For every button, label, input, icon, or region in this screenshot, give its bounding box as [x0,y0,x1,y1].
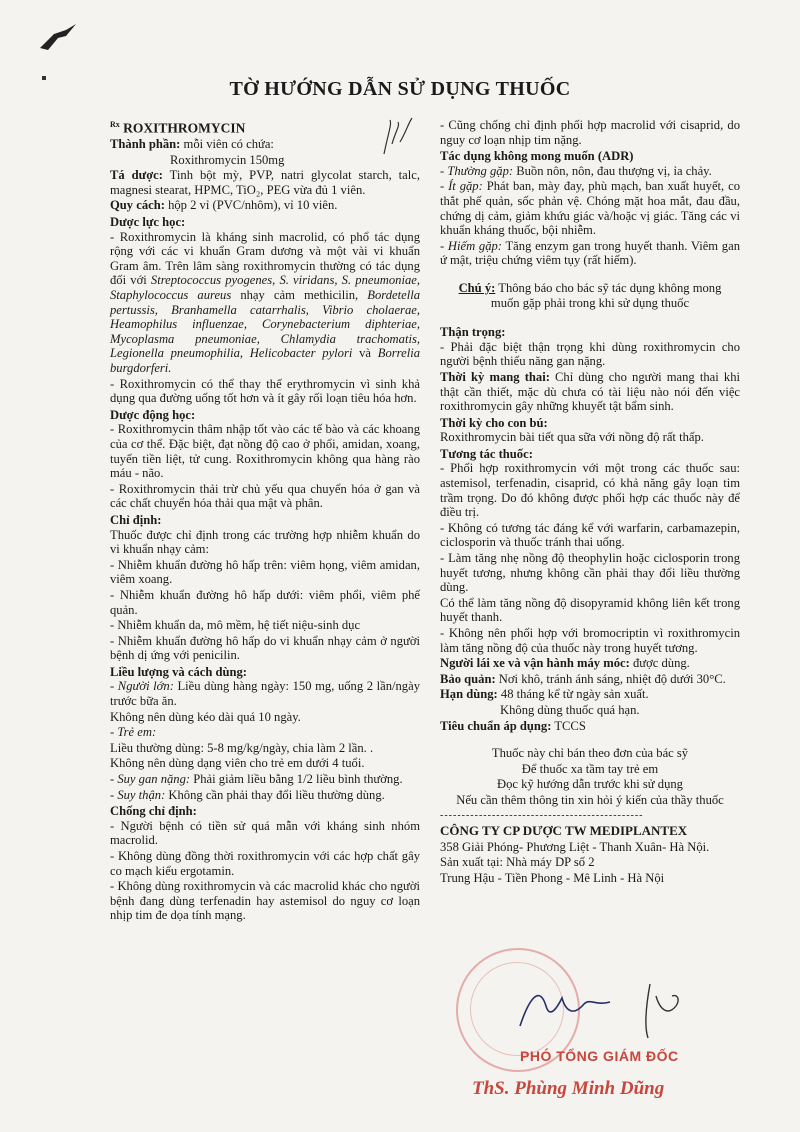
storage-text: Nơi khô, tránh ánh sáng, nhiệt độ dưới 30°C. [495,671,726,686]
warning-4: Nếu cần thêm thông tin xin hỏi ý kiến của thầy thuốc [456,792,724,807]
initials-mark-icon [378,114,418,160]
shelf-life-heading: Hạn dùng: [440,687,498,702]
dosage-child-label: - Trẻ em: [110,725,157,740]
dosage-adult-text: Liều dùng hàng ngày: 150 mg, uống 2 lần/ngày trước bữa ăn. [110,679,420,709]
dosage-2: Không nên dùng kéo dài quá 10 ngày. [110,709,301,724]
drug-name [110,118,420,136]
dosage-liver-text: Phải giảm liều bằng 1/2 liều bình thường. [190,772,403,787]
standard-text: TCCS [551,718,586,733]
storage [440,672,740,687]
indications-heading: Chỉ định: [110,512,162,527]
pharmacokinetics-2: - Roxithromycin thải trừ chủ yếu qua chuyển hóa ở gan và các chất chuyển hóa thải qua mật và phân. [110,481,420,511]
dosage-4: Liều thường dùng: 5-8 mg/kg/ngày, chia làm 2 lần. . [110,740,374,755]
company-address-1: 358 Giải Phóng- Phương Liệt - Thanh Xuân- Hà Nội. [440,839,710,854]
contraindications-heading: Chống chỉ định: [110,804,197,819]
page-title: TỜ HƯỚNG DẪN SỬ DỤNG THUỐC [229,78,571,100]
interactions-4: Có thể làm tăng nồng độ disopyramid không liên kết trong huyết thanh. [440,595,740,625]
adr-uncommon-text: Phát ban, mày đay, phù mạch, ban xuất huyết, co thắt phế quản, sốc phản vệ. Chóng mặt hoa mắt, đau đầu, chứng dị cảm, giảm khứu giác và/hoặc vị giác. Tăng các vi khuẩn kháng thuốc, bội nhiễm. [440,179,740,238]
excipients-text: Tinh bột mỳ, PVP, natri glycolat starch, talc, magnesi stearat, HPMC, TiO₂, PEG vừa đủ 1 viên. [110,168,420,197]
note-text: Thông báo cho bác sỹ tác dụng không mong muốn gặp phải trong khi sử dụng thuốc [490,280,722,310]
lactation-heading: Thời kỳ cho con bú: [440,415,548,430]
company-address-3: Trung Hậu - Tiền Phong - Mê Linh - Hà Nội [440,870,665,885]
warning-1: Thuốc này chỉ bán theo đơn của bác sỹ [491,746,689,761]
contraindications-2: - Không dùng đồng thời roxithromycin với các hợp chất gây co mạch kiểu ergotamin. [110,849,420,878]
pd-text-f: Borrelia burgdorferi. [110,346,420,375]
adr-rare-text: Tăng enzym gan trong huyết thanh. Viêm gan ứ mật, triệu chứng viêm tụy (rất hiếm). [440,238,740,268]
left-column [110,118,420,924]
composition-line-2: Roxithromycin 150mg [170,152,285,167]
pregnancy-heading: Thời kỳ mang thai: [440,369,550,384]
packaging-text: hộp 2 vỉ (PVC/nhôm), vỉ 10 viên. [164,198,338,213]
storage-heading: Bảo quản: [440,671,496,686]
dosage-5: Không nên dùng dạng viên cho trẻ em dưới 4 tuổi. [110,756,365,771]
pregnancy-text: Chỉ dùng cho người mang thai khi thật cần thiết, mặc dù chưa có tài liệu nào nói đến việc roxithromycin gây những khuyết tật bẩm sinh. [440,369,740,414]
excipients [110,168,420,197]
contraindications-3: - Không dùng roxithromycin và các macrolid khác cho người bệnh đang dùng terfenadin hay astemisol do nguy cơ loạn nhịp tim đe dọa tính mạng. [110,879,420,923]
interactions-1: - Phối hợp roxithromycin với một trong các thuốc sau: astemisol, terfenadin, cisaprid, có khả năng gây loạn tim trầm trọng. Do đó không được phối hợp các thuốc này để điều trị. [440,461,740,520]
standard [440,719,740,734]
pd-text-e: và [352,346,378,361]
indications-2: - Nhiễm khuẩn đường hô hấp dưới: viêm phổi, viêm phế quản. [110,587,420,617]
dosage-kidney-label: - Suy thận: [110,787,166,802]
packaging [110,198,420,213]
adr-uncommon-label: - Ít gặp: [440,179,483,194]
contraindications-4: - Cũng chống chỉ định phối hợp macrolid với cisaprid, do nguy cơ loạn nhịp tim nặng. [440,118,740,147]
adr-heading: Tác dụng không mong muốn (ADR) [440,149,634,164]
drug-title: ROXITHROMYCIN [123,120,246,136]
composition [110,137,420,152]
scan-mark-icon [36,20,80,56]
adr-uncommon [440,179,740,237]
dosage-heading: Liều lượng và cách dùng: [110,664,247,679]
driving-text: được dùng. [629,656,690,671]
company-name: CÔNG TY CP DƯỢC TW MEDIPLANTEX [440,823,688,839]
pd-text-d: Bordetella pertussis, Branhamella catarrhalis, Vibrio cholaerae, Heamophilus influenzae, Corynebacterium diphteriae, Mycoplasma pneumoniae, Chlamydia trachomatis, Legionella pneumophilia, Helicobacter pylori [110,288,420,361]
pharmacokinetics-heading: Dược động học: [110,407,196,422]
interactions-3: - Làm tăng nhẹ nồng độ theophylin hoặc ciclosporin trong huyết tương, nhưng không cần phải thay đổi liều thường dùng. [440,551,740,595]
note [440,281,740,310]
signer-position: PHÓ TỔNG GIÁM ĐỐC [520,1048,679,1064]
dosage-adult [110,679,420,708]
dosage-liver-label: - Suy gan nặng: [110,772,191,787]
warning-3: Đọc kỹ hướng dẫn trước khi sử dụng [497,777,683,792]
interactions-heading: Tương tác thuốc: [440,446,533,461]
signature-mark-icon [500,976,700,1046]
pregnancy [440,370,740,414]
driving-heading: Người lái xe và vận hành máy móc: [440,656,630,671]
standard-heading: Tiêu chuẩn áp dụng: [440,718,552,733]
pd-text-b: Streptococcus pyogenes, S. viridans, S. pneumoniae, Staphylococcus aureus [110,273,420,303]
dosage-adult-label: - Người lớn: [110,679,174,694]
composition-text: mỗi viên có chứa: [180,137,274,152]
pharmacodynamics-1 [110,230,420,376]
shelf-life-text: 48 tháng kể từ ngày sản xuất. [497,687,649,702]
note-heading: Chú ý: [458,280,496,295]
pd-text-c: nhạy cảm methicilin, [231,288,368,303]
pharmacodynamics-2: - Roxithromycin có thể thay thế erythromycin vì sinh khả dụng qua đường uống tốt hơn và ít gây rối loạn tiêu hóa hơn. [110,376,420,406]
driving [440,656,740,671]
pd-text-a: - Roxithromycin là kháng sinh macrolid, có phổ tác dụng rộng với các vi khuẩn Gram dương và một vài vi khuẩn Gram âm. Trên lâm sàng roxithromycin thường có tác dụng đối với [110,229,420,288]
dosage-liver [110,772,420,787]
dosage-kidney [110,788,420,803]
shelf-life [440,687,740,702]
separator: ----------------------------------------------- [440,809,644,821]
pharmacokinetics-1: - Roxithromycin thâm nhập tốt vào các tế bào và các khoang của cơ thể. Đặc biệt, đạt nồng độ cao ở phổi, amidan, xoang, tuyến tiền liệt, tử cung. Roxithromycin không qua hàng rào máu - não. [110,422,420,481]
signer-name: ThS. Phùng Minh Dũng [472,1078,665,1099]
indications-1: - Nhiễm khuẩn đường hô hấp trên: viêm họng, viêm amidan, viêm xoang. [110,557,420,587]
adr-common-text: Buồn nôn, nôn, đau thượng vị, ỉa chảy. [513,163,712,178]
dosage-kidney-text: Không cần phải thay đổi liều thường dùng. [165,787,385,802]
warning-2: Để thuốc xa tầm tay trẻ em [521,761,659,776]
adr-common [440,164,740,179]
indications-3: - Nhiễm khuẩn da, mô mềm, hệ tiết niệu-sinh dục [110,618,361,633]
interactions-5: - Không nên phối hợp với bromocriptin vì roxithromycin làm tăng nồng độ của thuốc này trong huyết tương. [440,626,740,655]
lactation-text: Roxithromycin bài tiết qua sữa với nồng độ rất thấp. [440,430,704,445]
adr-rare [440,239,740,268]
excipients-heading: Tá dược: [110,168,163,183]
rx-mark: Rx [110,120,120,129]
adr-common-label: - Thường gặp: [440,163,514,178]
interactions-2: - Không có tương tác đáng kể với warfarin, carbamazepin, ciclosporin và thuốc tránh thai uống. [440,520,740,550]
right-column [440,118,740,887]
precautions-heading: Thận trọng: [440,325,506,340]
adr-rare-label: - Hiếm gặp: [440,238,502,253]
precautions-text: - Phải đặc biệt thận trọng khi dùng roxithromycin cho người bệnh thiểu năng gan nặng. [440,339,740,369]
contraindications-1: - Người bệnh có tiền sử quá mẫn với kháng sinh nhóm macrolid. [110,818,420,848]
indications-4: - Nhiễm khuẩn đường hô hấp do vi khuẩn nhạy cảm ở người bệnh dị ứng với penicilin. [110,633,420,663]
indications-0: Thuốc được chỉ định trong các trường hợp nhiễm khuẩn do vi khuẩn nhạy cảm: [110,527,420,557]
composition-heading: Thành phần: [110,137,181,152]
pharmacodynamics-heading: Dược lực học: [110,215,186,230]
shelf-life-2: Không dùng thuốc quá hạn. [500,702,640,717]
packaging-heading: Quy cách: [110,198,165,213]
company-address-2: Sản xuất tại: Nhà máy DP số 2 [440,855,595,870]
